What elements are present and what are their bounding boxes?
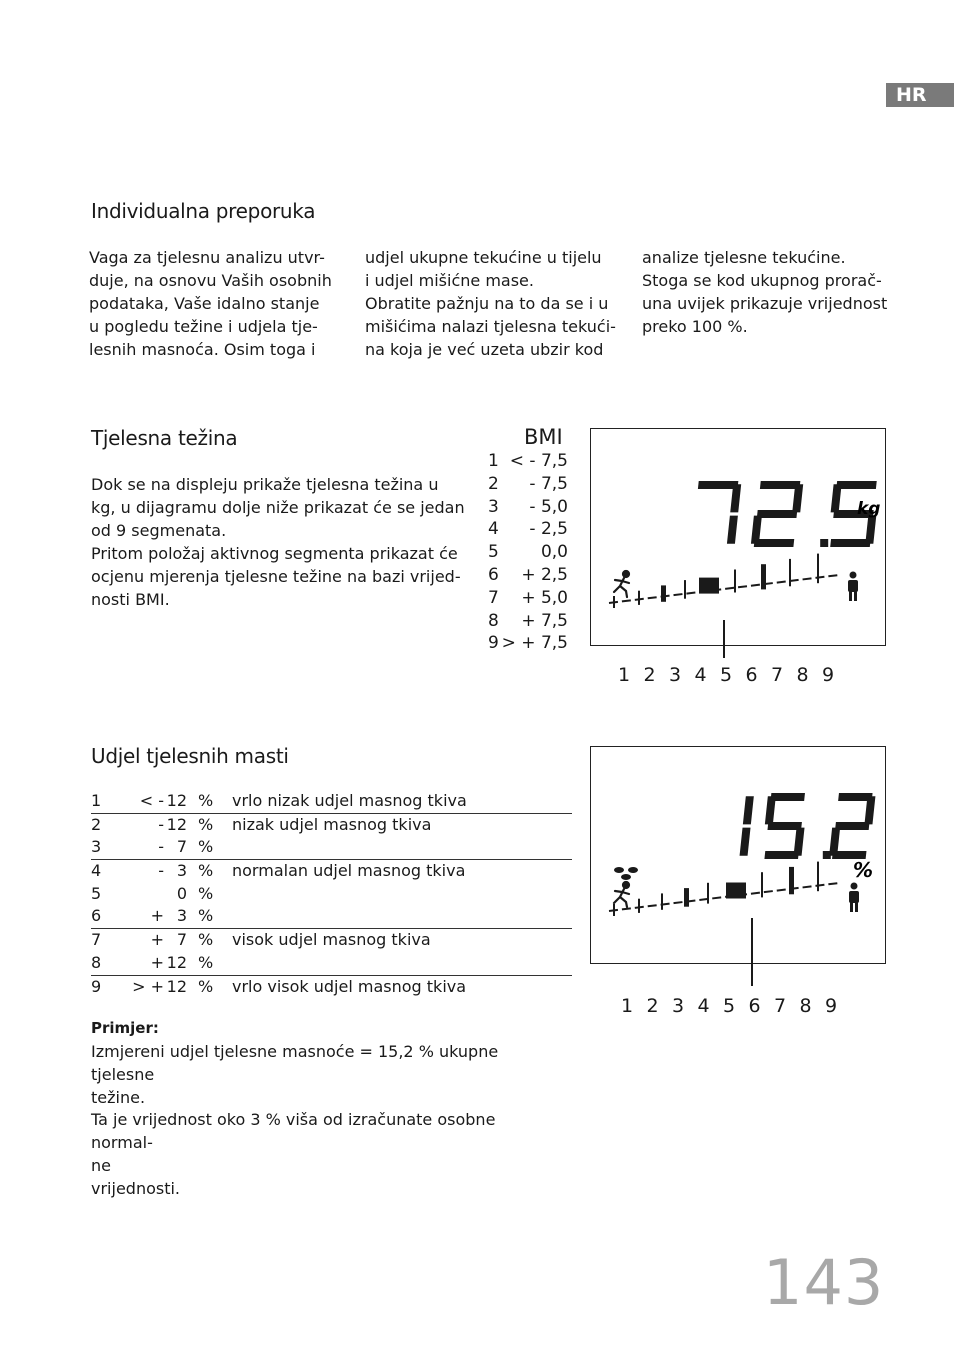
lcd-segment: [830, 539, 870, 547]
text-line: mišićima nalazi tjelesna tekući-: [365, 317, 616, 336]
segment-tick: [789, 559, 791, 586]
section-title-body-weight: Tjelesna težina: [91, 426, 238, 450]
bmi-row-number: 9: [488, 633, 499, 654]
drops-icon: [614, 867, 638, 880]
segment-number: 3: [672, 995, 685, 1017]
text-line: udjel ukupne tekućine u tijelu: [365, 248, 602, 267]
segment-tick: [684, 580, 686, 599]
segment-tick: [613, 904, 615, 916]
section-title-body-fat: Udjel tjelesnih masti: [91, 744, 289, 768]
text-line: duje, na osnovu Vaših osobnih: [89, 271, 332, 290]
fat-indicator-line: [751, 918, 753, 986]
text-line: težine.: [91, 1087, 146, 1107]
bmi-row-number: 8: [488, 610, 499, 631]
table-row: [91, 836, 572, 860]
lcd-segment: [760, 481, 800, 489]
lcd-digits: [698, 481, 877, 547]
fat-row-sign: -: [158, 814, 164, 834]
weight-unit: kg: [857, 499, 881, 519]
text-line: od 9 segmenata.: [91, 521, 227, 540]
segment-number: 9: [825, 995, 838, 1017]
lcd-segment: [836, 481, 876, 489]
fat-row-number: 2: [91, 814, 102, 834]
segment-number: 5: [720, 664, 733, 686]
lcd-decimal-point: [820, 539, 828, 547]
fat-row-sign: +: [150, 930, 164, 950]
fat-row-number: 4: [91, 861, 102, 881]
bmi-row: [488, 541, 568, 564]
fat-row-number: 5: [91, 883, 102, 903]
segment-tick: [638, 899, 640, 913]
text-line: Pritom položaj aktivnog segmenta prikazat će: [91, 544, 458, 563]
bmi-row: [488, 610, 568, 633]
fat-row-value: 12: [166, 952, 187, 972]
fat-row-unit: %: [198, 883, 214, 903]
fat-row-number: 3: [91, 837, 102, 857]
text-line: na koja je već uzeta ubzir kod: [365, 340, 604, 359]
bmi-row: [488, 632, 568, 655]
body-weight-text: [91, 473, 471, 611]
segment-tick: [661, 585, 666, 601]
segment-number: 2: [643, 664, 656, 686]
text-line: ne: [91, 1155, 111, 1175]
table-row: [91, 790, 572, 814]
table-row: [91, 814, 572, 837]
text-line: u pogledu težine i udjela tje-: [89, 317, 318, 336]
recommendation-col1: [89, 246, 344, 361]
bmi-row-value: - 7,5: [529, 473, 568, 494]
segment-number: 7: [774, 995, 787, 1017]
segment-number: 5: [723, 995, 736, 1017]
fat-row-description: visok udjel masnog tkiva: [232, 930, 431, 950]
text-line: Stoga se kod ukupnog prorač-: [642, 271, 882, 290]
fat-row-description: vrlo visok udjel masnog tkiva: [232, 976, 467, 996]
fat-row-value: 7: [176, 837, 187, 857]
fat-row-unit: %: [198, 837, 214, 857]
fat-row-value: 12: [166, 791, 187, 810]
text-line: nosti BMI.: [91, 590, 170, 609]
lcd-segment: [740, 828, 751, 856]
weight-lcd-display: [590, 428, 886, 646]
bmi-row-value: 0,0: [540, 542, 568, 563]
fat-row-sign: < -: [139, 791, 164, 810]
text-line: Ta je vrijednost oko 3 % viša od izračunate osobne normal-: [91, 1110, 496, 1153]
segment-bar: [609, 862, 839, 916]
fat-row-number: 7: [91, 930, 102, 950]
segment-bar: [609, 554, 839, 608]
segment-number: 4: [697, 995, 710, 1017]
fat-row-description: normalan udjel masnog tkiva: [232, 861, 466, 881]
bmi-row: [488, 518, 568, 541]
text-line: preko 100 %.: [642, 317, 748, 336]
text-line: una uvijek prikazuje vrijednost: [642, 294, 888, 313]
table-row: [91, 883, 572, 906]
text-line: vrijednosti.: [91, 1178, 181, 1198]
fat-row-number: 1: [91, 791, 102, 810]
bmi-row: [488, 473, 568, 496]
fat-row-unit: %: [198, 791, 214, 810]
lcd-segment: [743, 796, 754, 824]
segment-number: 6: [745, 664, 758, 686]
runner-icon: [614, 571, 629, 597]
fat-row-value: 12: [166, 976, 187, 996]
runner-icon: [614, 882, 629, 907]
bmi-row-number: 2: [488, 473, 499, 494]
fat-row-value: 3: [176, 906, 187, 926]
fat-row-value: 0: [176, 883, 187, 903]
lcd-segment: [764, 851, 798, 859]
fat-row-unit: %: [198, 930, 214, 950]
text-line: podataka, Vaše idalno stanje: [89, 294, 320, 313]
segment-active: [726, 883, 746, 899]
segment-number: 9: [822, 664, 835, 686]
lcd-digits: [740, 793, 876, 859]
segment-number: 7: [771, 664, 784, 686]
text-line: kg, u dijagramu dolje niže prikazat će se jedan: [91, 498, 465, 517]
language-tab: HR: [886, 83, 954, 107]
segment-tick: [734, 570, 736, 593]
fat-row-sign: +: [150, 906, 164, 926]
text-line: Dok se na displeju prikaže tjelesna težina u: [91, 475, 439, 494]
bmi-row-value: + 7,5: [521, 610, 568, 631]
person-icon: [848, 572, 858, 602]
fat-lcd-display: [590, 746, 886, 964]
lcd-segment: [754, 539, 794, 547]
example-title: Primjer:: [91, 1019, 159, 1037]
bmi-row-number: 4: [488, 519, 499, 540]
bmi-row: [488, 450, 568, 473]
segment-number: 1: [621, 995, 634, 1017]
text-line: Obratite pažnju na to da se i u: [365, 294, 609, 313]
segment-number: 2: [646, 995, 659, 1017]
table-row: [91, 929, 572, 952]
fat-row-unit: %: [198, 906, 214, 926]
bmi-row-number: 1: [488, 451, 499, 471]
bmi-row-value: + 5,0: [521, 587, 568, 608]
fat-row-number: 6: [91, 906, 102, 926]
fat-unit: %: [853, 858, 874, 882]
fat-row-unit: %: [198, 814, 214, 834]
text-line: Izmjereni udjel tjelesne masnoće = 15,2 % ukupne tjelesne: [91, 1042, 499, 1084]
bmi-title: BMI: [524, 425, 563, 449]
fat-row-description: vrlo nizak udjel masnog tkiva: [232, 791, 467, 810]
fat-row-unit: %: [198, 952, 214, 972]
lcd-segment: [698, 481, 738, 489]
fat-row-number: 9: [91, 976, 102, 996]
section-title-recommendation: Individualna preporuka: [91, 199, 316, 223]
lcd-segment: [831, 484, 842, 512]
fat-row-description: nizak udjel masnog tkiva: [232, 814, 432, 834]
segment-tick: [761, 564, 766, 589]
text-line: ocjenu mjerenja tjelesne težine na bazi vrijed-: [91, 567, 461, 586]
recommendation-col3: [642, 246, 902, 338]
weight-segment-numbers: [618, 664, 848, 686]
bmi-row: [488, 564, 568, 587]
fat-row-value: 3: [176, 861, 187, 881]
segment-tick: [638, 591, 640, 605]
segment-tick: [817, 862, 819, 892]
segment-active: [699, 578, 719, 594]
segment-number: 8: [799, 995, 812, 1017]
bmi-row-value: < - 7,5: [509, 451, 568, 471]
bmi-row-value: + 2,5: [521, 564, 568, 585]
lcd-segment: [757, 510, 797, 518]
fat-row-value: 12: [166, 814, 187, 834]
fat-row-sign: -: [158, 861, 164, 881]
recommendation-col2: [365, 246, 625, 361]
table-row: [91, 905, 572, 929]
lcd-segment: [835, 822, 869, 830]
table-row: [91, 976, 572, 999]
bmi-row-number: 5: [488, 542, 499, 563]
bmi-row: [488, 496, 568, 519]
fat-row-unit: %: [198, 861, 214, 881]
text-line: analize tjelesne tekućine.: [642, 248, 846, 267]
fat-row-unit: %: [198, 976, 214, 996]
bmi-row-value: > + 7,5: [501, 633, 568, 654]
bmi-row: [488, 587, 568, 610]
fat-row-sign: +: [150, 952, 164, 972]
text-line: lesnih masnoća. Osim toga i: [89, 340, 316, 359]
fat-row-sign: > +: [132, 976, 164, 996]
bmi-table: [488, 450, 568, 655]
segment-number: 1: [618, 664, 631, 686]
segment-number: 4: [694, 664, 707, 686]
fat-row-number: 8: [91, 952, 102, 972]
segment-tick: [789, 867, 794, 894]
segment-baseline: [609, 575, 839, 603]
weight-indicator-line: [723, 620, 725, 658]
lcd-segment: [765, 796, 776, 824]
segment-baseline: [609, 883, 839, 911]
fat-lcd-svg: [591, 747, 885, 963]
segment-tick: [707, 883, 709, 904]
segment-number: 6: [748, 995, 761, 1017]
bmi-row-number: 7: [488, 587, 499, 608]
bmi-row-value: - 2,5: [529, 519, 568, 540]
text-line: Vaga za tjelesnu analizu utvr-: [89, 248, 325, 267]
segment-tick: [684, 888, 689, 907]
table-row: [91, 952, 572, 976]
example-text: [91, 1041, 561, 1201]
fat-row-sign: -: [158, 837, 164, 857]
bmi-row-number: 6: [488, 564, 499, 585]
segment-number: 8: [796, 664, 809, 686]
segment-tick: [613, 596, 615, 608]
weight-lcd-svg: [591, 429, 885, 645]
bmi-row-number: 3: [488, 496, 499, 517]
segment-number: 3: [669, 664, 682, 686]
page-number: 143: [763, 1246, 885, 1319]
segment-tick: [661, 893, 663, 909]
fat-row-value: 7: [176, 930, 187, 950]
text-line: i udjel mišićne mase.: [365, 271, 534, 290]
segment-tick: [817, 554, 819, 584]
person-icon: [849, 883, 859, 913]
fat-segment-numbers: [621, 995, 851, 1017]
segment-tick: [761, 872, 763, 897]
table-row: [91, 860, 572, 883]
lcd-segment: [727, 516, 738, 544]
bmi-row-value: - 5,0: [529, 496, 568, 517]
body-fat-table: [91, 790, 572, 998]
